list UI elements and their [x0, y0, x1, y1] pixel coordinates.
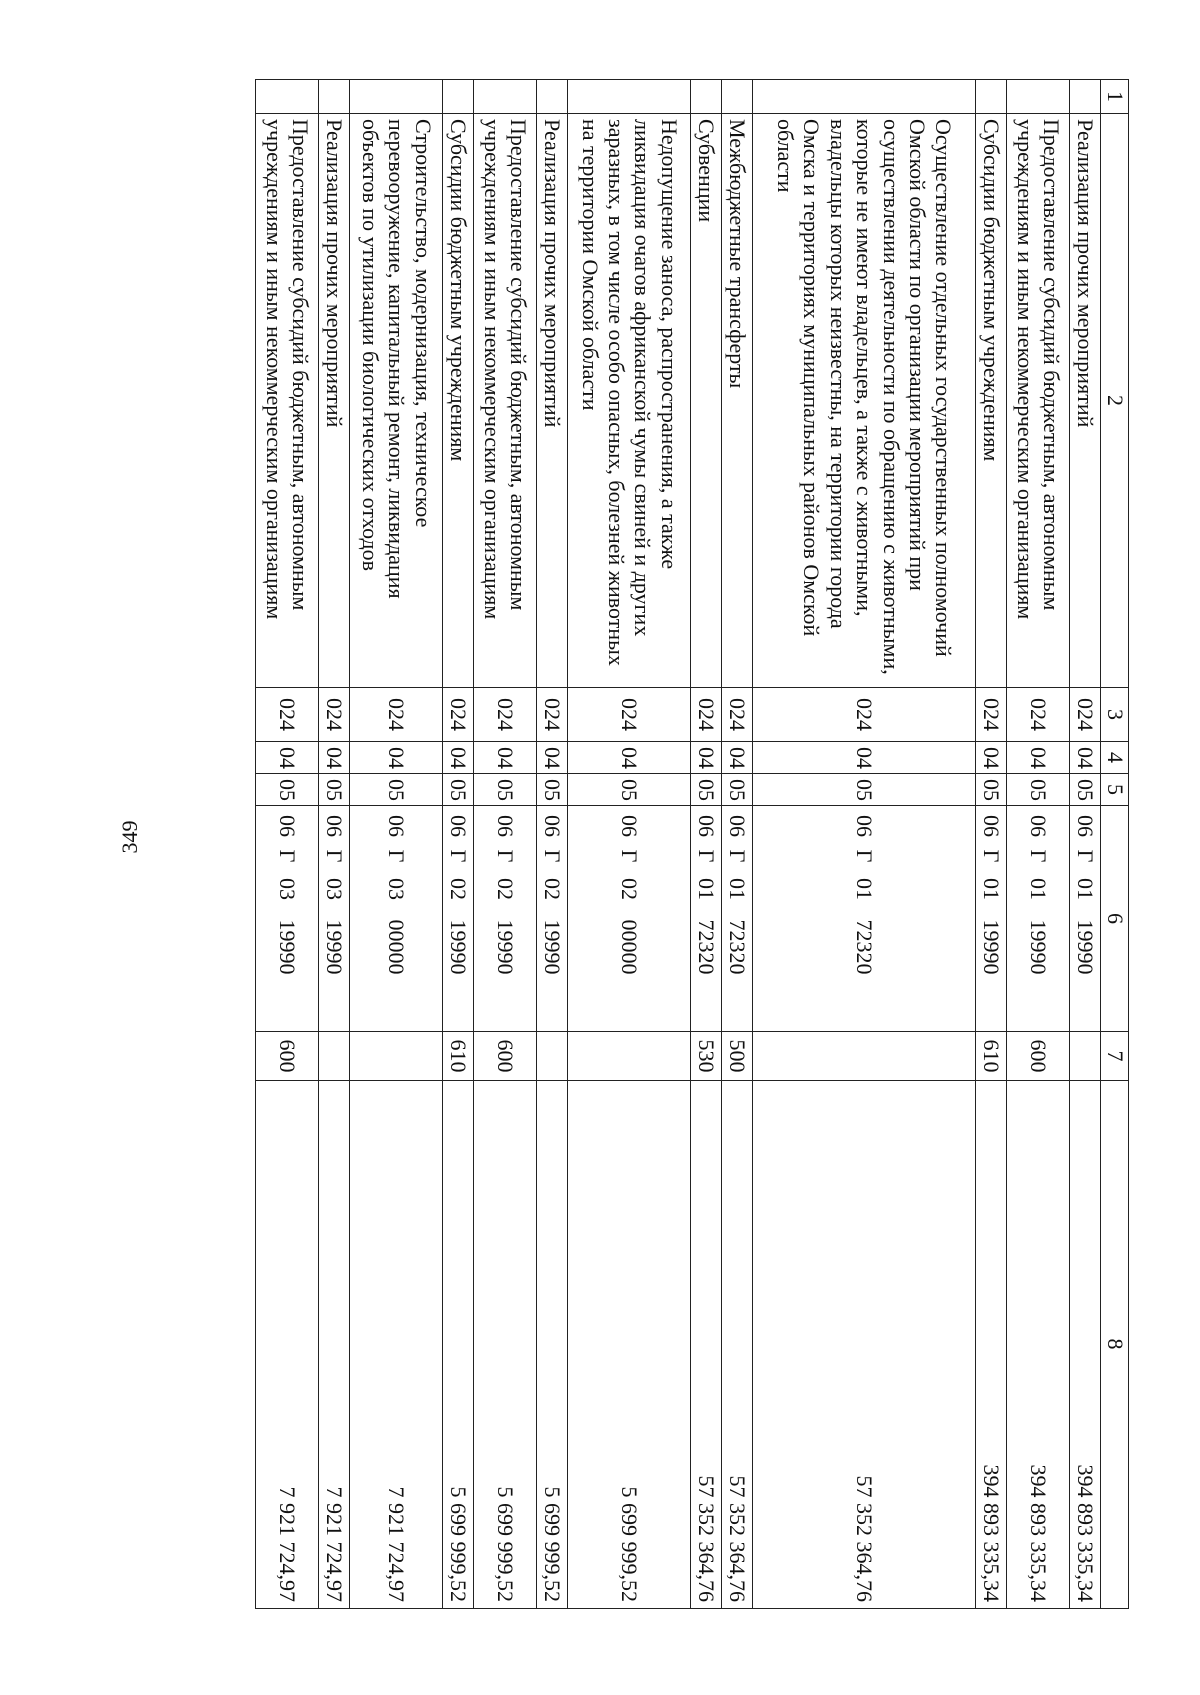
direction-code: 19990: [540, 919, 566, 975]
program-code: 06: [1026, 815, 1052, 837]
section-code-cell: 04: [722, 742, 753, 774]
section-code-cell: 04: [568, 742, 691, 774]
program-code: 06: [384, 815, 410, 837]
expense-type-cell: 600: [474, 1032, 537, 1081]
subsection-code-cell: 05: [753, 774, 976, 806]
target-article-cell: [722, 806, 753, 1032]
target-article-cell: [691, 806, 722, 1032]
expense-type-cell: 600: [256, 1032, 319, 1081]
row-number-cell: [976, 80, 1007, 114]
row-number-cell: [568, 80, 691, 114]
expense-type-cell: [537, 1032, 568, 1081]
direction-code: 19990: [275, 919, 301, 975]
ministry-code-cell: 024: [319, 688, 350, 742]
table-row: [256, 80, 319, 1609]
program-code: 06: [979, 815, 1005, 837]
program-code: 06: [617, 815, 643, 837]
amount-cell: 7 921 724,97: [256, 1081, 319, 1609]
ministry-code-cell: 024: [568, 688, 691, 742]
amount-cell: 7 921 724,97: [350, 1081, 443, 1609]
event-code: 01: [725, 878, 751, 900]
subprogram-code: Г: [1073, 849, 1099, 863]
item-name-cell: Субвенции: [691, 114, 722, 688]
subprogram-code: Г: [617, 849, 643, 863]
ministry-code-cell: 024: [537, 688, 568, 742]
ministry-code-cell: 024: [256, 688, 319, 742]
subsection-code-cell: 05: [319, 774, 350, 806]
target-article-cell: [537, 806, 568, 1032]
ministry-code-cell: 024: [350, 688, 443, 742]
amount-cell: 5 699 999,52: [443, 1081, 474, 1609]
ministry-code-cell: 024: [474, 688, 537, 742]
table-row: [537, 80, 568, 1609]
table-row: [976, 80, 1007, 1609]
section-code-cell: 04: [1007, 742, 1070, 774]
program-code: 06: [446, 815, 472, 837]
item-name-cell: Предоставление субсидий бюджетным, автономным учреждениям и иным некоммерческим организациям: [256, 114, 319, 688]
subprogram-code: Г: [1026, 849, 1052, 863]
target-article-cell: [256, 806, 319, 1032]
expense-type-cell: 600: [1007, 1032, 1070, 1081]
event-code: 01: [1026, 878, 1052, 900]
direction-code: 72320: [694, 919, 720, 975]
ministry-code-cell: 024: [1070, 688, 1101, 742]
row-number-cell: [722, 80, 753, 114]
program-code: 06: [852, 815, 878, 837]
event-code: 02: [617, 878, 643, 900]
direction-code: 19990: [979, 919, 1005, 975]
item-name-cell: Недопущение заноса, распространения, а также ликвидация очагов африканской чумы свиней и других заразных, в том числе особо опасных, болезней животных на территории Омской области: [568, 114, 691, 688]
program-code: 06: [540, 815, 566, 837]
event-code: 01: [852, 878, 878, 900]
amount-cell: 5 699 999,52: [474, 1081, 537, 1609]
table-row: [443, 80, 474, 1609]
header-col-5: 5: [1101, 774, 1129, 806]
table-row: [350, 80, 443, 1609]
header-col-7: 7: [1101, 1032, 1129, 1081]
table-row: [1007, 80, 1070, 1609]
subsection-code-cell: 05: [722, 774, 753, 806]
item-name-cell: Межбюджетные трансферты: [722, 114, 753, 688]
program-code: 06: [694, 815, 720, 837]
target-article-cell: [443, 806, 474, 1032]
amount-cell: 57 352 364,76: [753, 1081, 976, 1609]
rotated-table-container: [140, 79, 1129, 1602]
expense-type-cell: [753, 1032, 976, 1081]
subprogram-code: Г: [694, 849, 720, 863]
header-col-3: 3: [1101, 688, 1129, 742]
subprogram-code: Г: [446, 849, 472, 863]
table-row: [1070, 80, 1101, 1609]
row-number-cell: [350, 80, 443, 114]
amount-cell: 394 893 335,34: [1070, 1081, 1101, 1609]
section-code-cell: 04: [976, 742, 1007, 774]
row-number-cell: [256, 80, 319, 114]
expense-type-cell: 610: [443, 1032, 474, 1081]
expense-type-cell: [568, 1032, 691, 1081]
target-article-cell: [474, 806, 537, 1032]
section-code-cell: 04: [319, 742, 350, 774]
subprogram-code: Г: [979, 849, 1005, 863]
subsection-code-cell: 05: [474, 774, 537, 806]
table-row: [319, 80, 350, 1609]
item-name-cell: Реализация прочих мероприятий: [319, 114, 350, 688]
item-name-cell: Субсидии бюджетным учреждениям: [976, 114, 1007, 688]
header-col-4: 4: [1101, 742, 1129, 774]
item-name-cell: Строительство, модернизация, техническое перевооружение, капитальный ремонт, ликвидация объектов по утилизации биологических отходов: [350, 114, 443, 688]
event-code: 02: [446, 878, 472, 900]
target-article-cell: [319, 806, 350, 1032]
direction-code: 19990: [493, 919, 519, 975]
amount-cell: 5 699 999,52: [568, 1081, 691, 1609]
ministry-code-cell: 024: [1007, 688, 1070, 742]
item-name-cell: Осуществление отдельных государственных полномочий Омской области по организации мероприятий при осуществлении деятельности по обращению с животными, которые не имеют владельцев, а также с животными, владельцы которых неизвестны, на территории города Омска и территориях муниципальных районов Омской области: [753, 114, 976, 688]
ministry-code-cell: 024: [443, 688, 474, 742]
subprogram-code: Г: [852, 849, 878, 863]
expense-type-cell: 610: [976, 1032, 1007, 1081]
program-code: 06: [1073, 815, 1099, 837]
item-name-cell: Предоставление субсидий бюджетным, автономным учреждениям и иным некоммерческим организациям: [1007, 114, 1070, 688]
event-code: 03: [384, 878, 410, 900]
amount-cell: 57 352 364,76: [722, 1081, 753, 1609]
target-article-cell: [350, 806, 443, 1032]
expense-type-cell: 500: [722, 1032, 753, 1081]
subsection-code-cell: 05: [256, 774, 319, 806]
direction-code: 72320: [852, 919, 878, 975]
target-article-cell: [1070, 806, 1101, 1032]
event-code: 01: [979, 878, 1005, 900]
section-code-cell: 04: [1070, 742, 1101, 774]
item-name-cell: Предоставление субсидий бюджетным, автономным учреждениям и иным некоммерческим организациям: [474, 114, 537, 688]
amount-cell: 394 893 335,34: [1007, 1081, 1070, 1609]
row-number-cell: [1007, 80, 1070, 114]
amount-cell: 57 352 364,76: [691, 1081, 722, 1609]
subsection-code-cell: 05: [691, 774, 722, 806]
subsection-code-cell: 05: [568, 774, 691, 806]
table-row: [691, 80, 722, 1609]
target-article-cell: [1007, 806, 1070, 1032]
expense-type-cell: [350, 1032, 443, 1081]
subprogram-code: Г: [275, 849, 301, 863]
subsection-code-cell: 05: [537, 774, 568, 806]
direction-code: 19990: [1026, 919, 1052, 975]
section-code-cell: 04: [537, 742, 568, 774]
item-name-cell: Субсидии бюджетным учреждениям: [443, 114, 474, 688]
section-code-cell: 04: [350, 742, 443, 774]
subsection-code-cell: 05: [1070, 774, 1101, 806]
program-code: 06: [725, 815, 751, 837]
subprogram-code: Г: [322, 849, 348, 863]
target-article-cell: [976, 806, 1007, 1032]
event-code: 01: [694, 878, 720, 900]
program-code: 06: [322, 815, 348, 837]
row-number-cell: [474, 80, 537, 114]
expense-type-cell: [1070, 1032, 1101, 1081]
ministry-code-cell: 024: [753, 688, 976, 742]
direction-code: 19990: [322, 919, 348, 975]
item-name-cell: Реализация прочих мероприятий: [1070, 114, 1101, 688]
subsection-code-cell: 05: [443, 774, 474, 806]
row-number-cell: [319, 80, 350, 114]
amount-cell: 394 893 335,34: [976, 1081, 1007, 1609]
expense-type-cell: 530: [691, 1032, 722, 1081]
program-code: 06: [275, 815, 301, 837]
subsection-code-cell: 05: [976, 774, 1007, 806]
event-code: 03: [322, 878, 348, 900]
row-number-cell: [1070, 80, 1101, 114]
header-col-1: 1: [1101, 80, 1129, 114]
row-number-cell: [443, 80, 474, 114]
direction-code: 72320: [725, 919, 751, 975]
header-row: [1101, 80, 1129, 1609]
subprogram-code: Г: [725, 849, 751, 863]
header-col-2: 2: [1101, 114, 1129, 688]
amount-cell: 7 921 724,97: [319, 1081, 350, 1609]
direction-code: 00000: [617, 919, 643, 975]
ministry-code-cell: 024: [976, 688, 1007, 742]
ministry-code-cell: 024: [691, 688, 722, 742]
amount-cell: 5 699 999,52: [537, 1081, 568, 1609]
row-number-cell: [753, 80, 976, 114]
subprogram-code: Г: [540, 849, 566, 863]
budget-table: [255, 79, 1129, 1609]
target-article-cell: [753, 806, 976, 1032]
direction-code: 19990: [446, 919, 472, 975]
section-code-cell: 04: [691, 742, 722, 774]
header-col-6: 6: [1101, 806, 1129, 1032]
table-row: [568, 80, 691, 1609]
item-name-cell: Реализация прочих мероприятий: [537, 114, 568, 688]
subsection-code-cell: 05: [350, 774, 443, 806]
row-number-cell: [691, 80, 722, 114]
direction-code: 19990: [1073, 919, 1099, 975]
table-row: [722, 80, 753, 1609]
section-code-cell: 04: [443, 742, 474, 774]
row-number-cell: [537, 80, 568, 114]
direction-code: 00000: [384, 919, 410, 975]
subprogram-code: Г: [493, 849, 519, 863]
event-code: 03: [275, 878, 301, 900]
target-article-cell: [568, 806, 691, 1032]
event-code: 01: [1073, 878, 1099, 900]
expense-type-cell: [319, 1032, 350, 1081]
table-row: [753, 80, 976, 1609]
ministry-code-cell: 024: [722, 688, 753, 742]
event-code: 02: [493, 878, 519, 900]
subprogram-code: Г: [384, 849, 410, 863]
section-code-cell: 04: [753, 742, 976, 774]
table-row: [474, 80, 537, 1609]
header-col-8: 8: [1101, 1081, 1129, 1609]
section-code-cell: 04: [256, 742, 319, 774]
section-code-cell: 04: [474, 742, 537, 774]
subsection-code-cell: 05: [1007, 774, 1070, 806]
program-code: 06: [493, 815, 519, 837]
page-number: 349: [117, 820, 142, 854]
event-code: 02: [540, 878, 566, 900]
